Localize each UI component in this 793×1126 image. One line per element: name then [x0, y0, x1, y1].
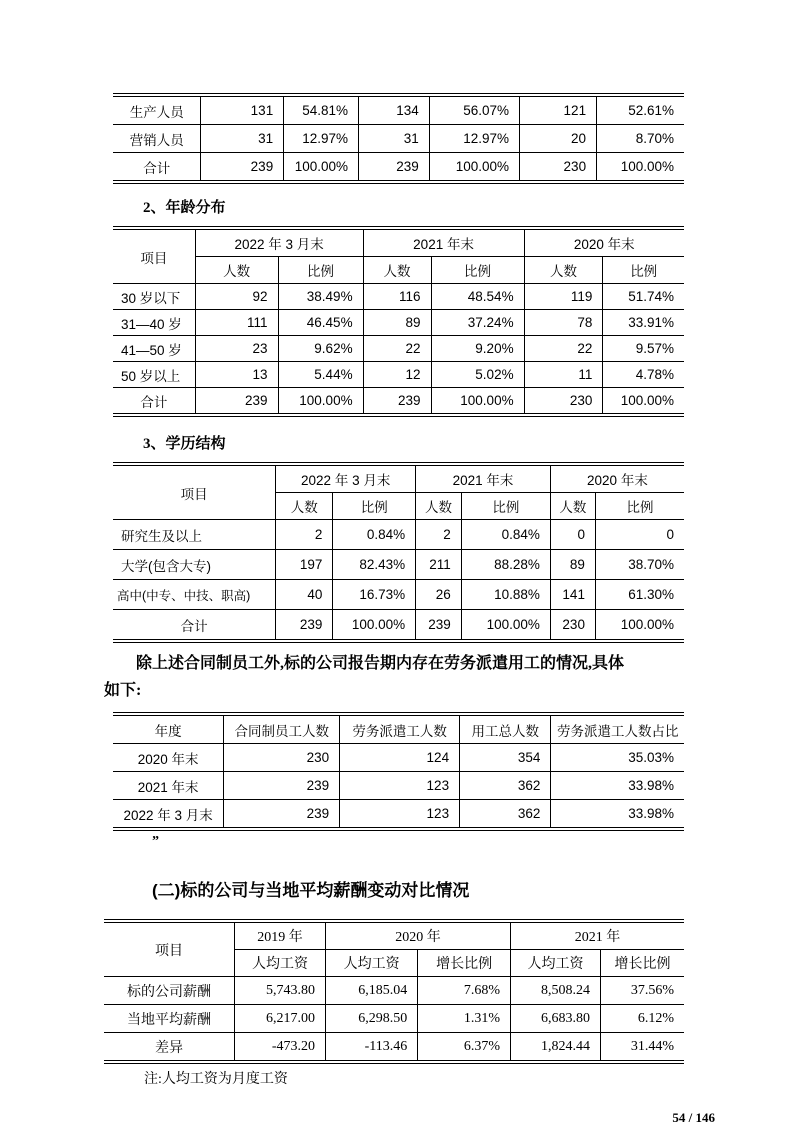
cell: 5.02% [431, 362, 524, 388]
cell: 2 [276, 520, 333, 550]
cell: 239 [224, 772, 340, 800]
cell: 6.37% [418, 1033, 511, 1063]
cell: 230 [524, 388, 603, 416]
header-cell: 劳务派遣工人数 [340, 714, 460, 744]
header-cell-ratio: 比例 [595, 493, 684, 520]
header-cell-count: 人数 [550, 493, 595, 520]
cell: 131 [201, 95, 284, 125]
row-label: 2020 年末 [113, 744, 224, 772]
table-row [113, 362, 684, 388]
dispatch-intro-paragraph [104, 650, 684, 704]
cell: 0.84% [333, 520, 416, 550]
cell: 16.73% [333, 580, 416, 610]
closing-quote-mark: ” [152, 834, 159, 849]
cell: 100.00% [597, 153, 684, 183]
document-page [104, 0, 684, 1088]
cell: -113.46 [326, 1033, 418, 1063]
cell: 134 [359, 95, 430, 125]
table-row [113, 336, 684, 362]
header-cell-year: 2020 年 [326, 921, 511, 950]
cell: 6,683.80 [511, 1005, 601, 1033]
cell: 52.61% [597, 95, 684, 125]
cell: 33.91% [603, 310, 684, 336]
header-cell-item: 项目 [104, 921, 235, 977]
cell: 5.44% [278, 362, 363, 388]
table-row [113, 153, 684, 183]
header-cell-period: 2022 年 3 月末 [195, 228, 363, 257]
salary-comparison-table [104, 919, 684, 1064]
header-cell: 合同制员工人数 [224, 714, 340, 744]
cell: 0 [550, 520, 595, 550]
cell: 11 [524, 362, 603, 388]
cell: 5,743.80 [235, 977, 326, 1005]
cell: 100.00% [278, 388, 363, 416]
cell: 1,824.44 [511, 1033, 601, 1063]
cell: 111 [195, 310, 278, 336]
cell: 197 [276, 550, 333, 580]
cell: 13 [195, 362, 278, 388]
cell: 2 [416, 520, 462, 550]
header-cell-ratio: 比例 [333, 493, 416, 520]
cell: 7.68% [418, 977, 511, 1005]
cell: 100.00% [461, 610, 550, 642]
cell: 89 [363, 310, 431, 336]
header-cell-item: 项目 [113, 464, 276, 520]
header-cell-wage: 人均工资 [326, 950, 418, 977]
cell: 8.70% [597, 125, 684, 153]
cell: 10.88% [461, 580, 550, 610]
row-label: 合计 [113, 610, 276, 642]
cell: 239 [416, 610, 462, 642]
table-header-row [113, 257, 684, 284]
header-cell-count: 人数 [524, 257, 603, 284]
row-label: 2022 年 3 月末 [113, 800, 224, 830]
header-cell-count: 人数 [195, 257, 278, 284]
labor-dispatch-table [113, 712, 684, 831]
education-table [113, 462, 684, 643]
header-cell-ratio: 比例 [603, 257, 684, 284]
row-label: 大学(包含大专) [113, 550, 276, 580]
cell: 354 [460, 744, 551, 772]
cell: 35.03% [551, 744, 684, 772]
table-row [113, 388, 684, 416]
table-header-row [104, 921, 684, 950]
cell: 119 [524, 284, 603, 310]
cell: 6,298.50 [326, 1005, 418, 1033]
cell: 23 [195, 336, 278, 362]
header-cell-ratio: 比例 [461, 493, 550, 520]
cell: 362 [460, 772, 551, 800]
cell: 123 [340, 772, 460, 800]
table-row [113, 284, 684, 310]
cell: 51.74% [603, 284, 684, 310]
cell: 40 [276, 580, 333, 610]
cell: 1.31% [418, 1005, 511, 1033]
header-cell-period: 2020 年末 [550, 464, 684, 493]
cell: 0 [595, 520, 684, 550]
cell: 230 [520, 153, 597, 183]
cell: 88.28% [461, 550, 550, 580]
section-heading-age: 2、年龄分布 [143, 200, 226, 216]
cell: 6,185.04 [326, 977, 418, 1005]
row-label: 31—40 岁 [113, 310, 195, 336]
header-cell-period: 2021 年末 [416, 464, 551, 493]
cell: 12.97% [429, 125, 519, 153]
header-cell-count: 人数 [363, 257, 431, 284]
cell: 37.56% [600, 977, 684, 1005]
table-row [113, 550, 684, 580]
header-cell-count: 人数 [416, 493, 462, 520]
cell: 100.00% [284, 153, 359, 183]
table-row [113, 610, 684, 642]
row-label: 当地平均薪酬 [104, 1005, 235, 1033]
cell: 124 [340, 744, 460, 772]
table-header-row [113, 228, 684, 257]
cell: 38.70% [595, 550, 684, 580]
cell: 6,217.00 [235, 1005, 326, 1033]
cell: 26 [416, 580, 462, 610]
row-label: 合计 [113, 153, 201, 183]
cell: 12 [363, 362, 431, 388]
cell: 230 [224, 744, 340, 772]
table-row [113, 520, 684, 550]
cell: 100.00% [431, 388, 524, 416]
table-header-row [113, 714, 684, 744]
cell: 33.98% [551, 772, 684, 800]
cell: 54.81% [284, 95, 359, 125]
section-heading-salary-comparison: (二)标的公司与当地平均薪酬变动对比情况 [152, 881, 470, 900]
header-cell: 年度 [113, 714, 224, 744]
row-label: 合计 [113, 388, 195, 416]
cell: 31.44% [600, 1033, 684, 1063]
table-row [113, 310, 684, 336]
cell: 141 [550, 580, 595, 610]
cell: 4.78% [603, 362, 684, 388]
cell: 0.84% [461, 520, 550, 550]
cell: 8,508.24 [511, 977, 601, 1005]
row-label: 差异 [104, 1033, 235, 1063]
cell: 9.57% [603, 336, 684, 362]
cell: 239 [359, 153, 430, 183]
table-row [113, 772, 684, 800]
header-cell-year: 2021 年 [511, 921, 684, 950]
header-cell-year: 2019 年 [235, 921, 326, 950]
row-label: 生产人员 [113, 95, 201, 125]
table-row [113, 125, 684, 153]
header-cell-growth: 增长比例 [600, 950, 684, 977]
cell: 239 [276, 610, 333, 642]
header-cell: 用工总人数 [460, 714, 551, 744]
cell: 9.62% [278, 336, 363, 362]
cell: 89 [550, 550, 595, 580]
row-label: 41—50 岁 [113, 336, 195, 362]
age-distribution-table [113, 226, 684, 417]
cell: 211 [416, 550, 462, 580]
header-cell-period: 2020 年末 [524, 228, 684, 257]
cell: 78 [524, 310, 603, 336]
header-cell-growth: 增长比例 [418, 950, 511, 977]
cell: 38.49% [278, 284, 363, 310]
table-row [104, 1005, 684, 1033]
cell: 31 [201, 125, 284, 153]
staff-category-table [113, 93, 684, 184]
row-label: 标的公司薪酬 [104, 977, 235, 1005]
cell: 6.12% [600, 1005, 684, 1033]
cell: 22 [524, 336, 603, 362]
cell: 92 [195, 284, 278, 310]
cell: 48.54% [431, 284, 524, 310]
table-row [113, 800, 684, 830]
table-row [113, 580, 684, 610]
paragraph-line: 除上述合同制员工外,标的公司报告期内存在劳务派遣用工的情况,具体 [136, 655, 625, 672]
cell: 239 [201, 153, 284, 183]
row-label: 研究生及以上 [113, 520, 276, 550]
row-label: 50 岁以上 [113, 362, 195, 388]
cell: 31 [359, 125, 430, 153]
cell: -473.20 [235, 1033, 326, 1063]
row-label: 营销人员 [113, 125, 201, 153]
cell: 12.97% [284, 125, 359, 153]
row-label: 2021 年末 [113, 772, 224, 800]
cell: 116 [363, 284, 431, 310]
cell: 239 [224, 800, 340, 830]
cell: 239 [195, 388, 278, 416]
cell: 100.00% [603, 388, 684, 416]
header-cell-period: 2022 年 3 月末 [276, 464, 416, 493]
cell: 9.20% [431, 336, 524, 362]
paragraph-line: 如下: [104, 682, 142, 699]
row-label: 30 岁以下 [113, 284, 195, 310]
cell: 100.00% [595, 610, 684, 642]
cell: 239 [363, 388, 431, 416]
row-label: 高中(中专、中技、职高) [113, 580, 276, 610]
header-cell-item: 项目 [113, 228, 195, 284]
header-cell-ratio: 比例 [278, 257, 363, 284]
cell: 362 [460, 800, 551, 830]
cell: 100.00% [429, 153, 519, 183]
cell: 100.00% [333, 610, 416, 642]
cell: 56.07% [429, 95, 519, 125]
header-cell-wage: 人均工资 [511, 950, 601, 977]
cell: 82.43% [333, 550, 416, 580]
table-footnote: 注:人均工资为月度工资 [144, 1072, 288, 1087]
header-cell: 劳务派遣工人数占比 [551, 714, 684, 744]
cell: 61.30% [595, 580, 684, 610]
header-cell-count: 人数 [276, 493, 333, 520]
header-cell-ratio: 比例 [431, 257, 524, 284]
table-row [113, 95, 684, 125]
table-row [104, 977, 684, 1005]
header-cell-wage: 人均工资 [235, 950, 326, 977]
table-row [113, 744, 684, 772]
cell: 37.24% [431, 310, 524, 336]
header-cell-period: 2021 年末 [363, 228, 524, 257]
section-heading-education: 3、学历结构 [143, 436, 226, 452]
cell: 230 [550, 610, 595, 642]
table-header-row [113, 464, 684, 493]
cell: 22 [363, 336, 431, 362]
page-number: 54 / 146 [672, 1110, 715, 1125]
cell: 121 [520, 95, 597, 125]
cell: 46.45% [278, 310, 363, 336]
cell: 20 [520, 125, 597, 153]
cell: 123 [340, 800, 460, 830]
table-row [104, 1033, 684, 1063]
cell: 33.98% [551, 800, 684, 830]
